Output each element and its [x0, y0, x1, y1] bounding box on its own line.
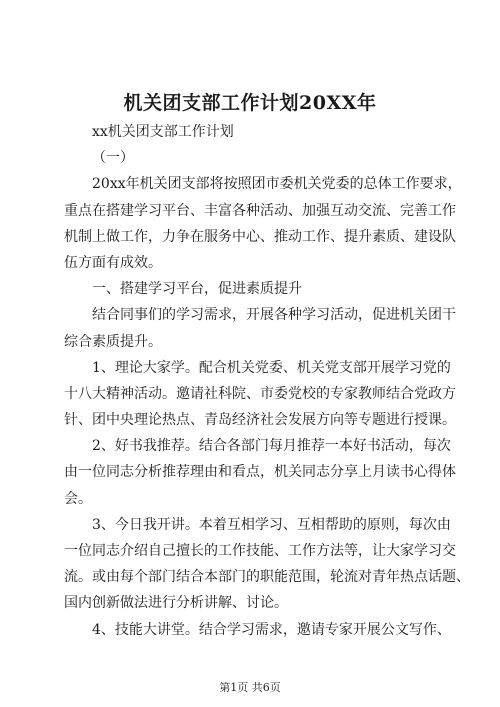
paragraph-line: 伍方面有成效。: [64, 254, 162, 271]
paragraph-line: 4、技能大讲堂。结合学习需求，邀请专家开展公文写作、: [92, 621, 451, 638]
paragraph-line: 由一位同志分析推荐理由和看点，机关同志分享上月读书心得体: [64, 464, 456, 481]
paragraph-line: 20xx年机关团支部将按照团市委机关党委的总体工作要求，: [92, 176, 462, 193]
page-footer: 第1页 共6页: [219, 681, 281, 694]
paragraph-line: 会。: [64, 490, 92, 507]
section-heading: 一、搭建学习平台，促进素质提升: [92, 281, 302, 298]
paragraph-line: 流。或由每个部门结合本部门的职能范围，轮流对青年热点话题、: [64, 569, 470, 586]
document-title: 机关团支部工作计划20XX年: [123, 92, 377, 114]
paragraph-line: 机制上做工作，力争在服务中心、推动工作、提升素质、建设队: [64, 228, 456, 245]
paragraph-line: 国内创新做法进行分析讲解、讨论。: [64, 595, 288, 612]
paragraph-line: （一）: [92, 150, 134, 167]
paragraph-line: 综合素质提升。: [64, 333, 162, 350]
paragraph-line: 3、今日我开讲。本着互相学习、互相帮助的原则，每次由: [92, 516, 451, 533]
paragraph-line: xx机关团支部工作计划: [92, 124, 234, 140]
paragraph-line: 十八大精神活动。邀请社科院、市委党校的专家教师结合党政方: [64, 385, 456, 402]
paragraph-line: 一位同志介绍自己擅长的工作技能、工作方法等，让大家学习交: [64, 543, 456, 559]
paragraph-line: 重点在搭建学习平台、丰富各种活动、加强互动交流、完善工作: [64, 202, 456, 219]
paragraph-line: 1、理论大家学。配合机关党委、机关党支部开展学习党的: [92, 359, 451, 376]
paragraph-line: 针、团中央理论热点、青岛经济社会发展方向等专题进行授课。: [64, 412, 456, 429]
paragraph-line: 结合同事们的学习需求，开展各种学习活动，促进机关团干: [92, 307, 456, 324]
paragraph-line: 2、好书我推荐。结合各部门每月推荐一本好书活动，每次: [92, 438, 451, 455]
document-body: [64, 119, 470, 643]
